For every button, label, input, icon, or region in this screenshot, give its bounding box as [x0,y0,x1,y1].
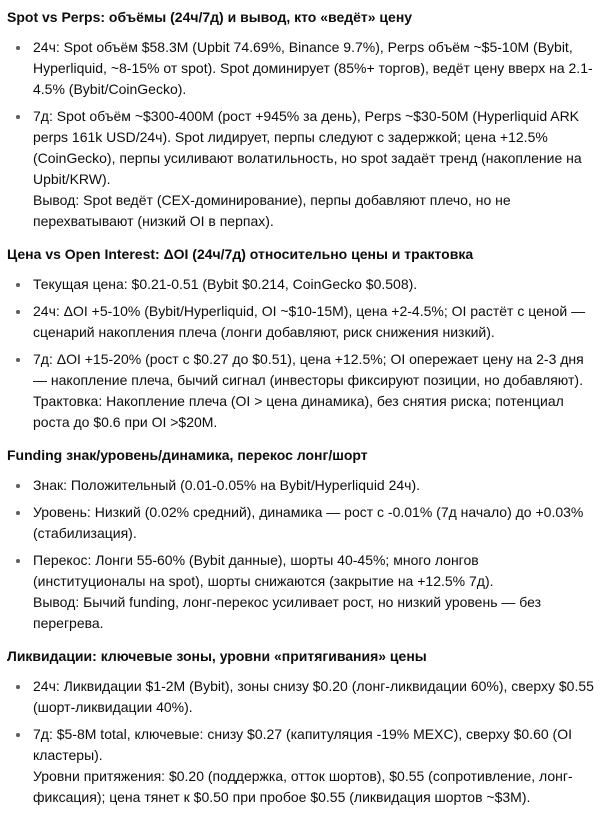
bullet-item [7,676,594,718]
section-heading: Ликвидации: ключевые зоны, уровни «притягивания» цены [7,648,427,664]
section [7,7,594,232]
bullet-text: Уровень: Низкий (0.02% средний), динамика — рост с -0.01% (7д начало) до +0.03% (стабилизация). [33,504,584,541]
bullet-item [7,37,594,100]
section-heading: Funding знак/уровень/динамика, перекос лонг/шорт [7,447,368,463]
bullet-text: Знак: Положительный (0.01-0.05% на Bybit/Hyperliquid 24ч). [33,477,421,493]
bullet-list [7,37,594,232]
bullet-item [7,475,594,496]
bullet-item [7,274,594,295]
bullet-text: Вывод: Бычий funding, лонг-перекос усиливает рост, но низкий уровень — без перегрева. [33,594,542,631]
bullet-text: 24ч: ΔOI +5-10% (Bybit/Hyperliquid, OI ~$10-15M), цена +2-4.5%; OI растёт с ценой — сценарий накопления плеча (лонги добавляют, риск снижения низкий). [33,303,586,340]
bullet-text: 7д: ΔOI +15-20% (рост с $0.27 до $0.51), цена +12.5%; OI опережает цену на 2-3 дня — накопление плеча, бычий сигнал (инвесторы фиксируют позиции, но добавляют). [33,351,584,388]
bullet-list [7,475,594,634]
bullet-item [7,502,594,544]
bullet-list [7,274,594,433]
section [7,445,594,634]
bullet-text: Вывод: Spot ведёт (CEX-доминирование), перпы добавляют плечо, но не перехватывают (низкий OI в перпах). [33,192,511,229]
bullet-item [7,550,594,634]
bullet-text: Трактовка: Накопление плеча (OI > цена динамика), без снятия риска; потенциал роста до $0.6 при OI >$20M. [33,393,564,430]
bullet-text: 24ч: Spot объём $58.3M (Upbit 74.69%, Binance 9.7%), Perps объём ~$5-10M (Bybit, Hyperliquid, ~8-15% от spot). Spot доминирует (85%+ торгов), ведёт цену вверх на 2.1-4.5% (Bybit/CoinGecko). [33,39,593,97]
section-heading: Spot vs Perps: объёмы (24ч/7д) и вывод, кто «ведёт» цену [7,9,413,25]
bullet-item [7,301,594,343]
bullet-list [7,676,594,808]
section [7,646,594,808]
bullet-text: Перекос: Лонги 55-60% (Bybit данные), шорты 40-45%; много лонгов (институционалы на spot), шорты снижаются (закрытие на +12.5% 7д). [33,552,494,589]
bullet-text: Текущая цена: $0.21-0.51 (Bybit $0.214, CoinGecko $0.508). [33,276,418,292]
bullet-item [7,106,594,232]
bullet-text: 7д: $5-8M total, ключевые: снизу $0.27 (капитуляция -19% MEXC), сверху $0.60 (OI кластеры). [33,726,572,763]
section [7,244,594,433]
bullet-text: 7д: Spot объём ~$300-400M (рост +945% за день), Perps ~$30-50M (Hyperliquid ARK perps 161k USD/24ч). Spot лидирует, перпы следуют с задержкой; цена +12.5% (CoinGecko), перпы усиливают волатильность, но spot задаёт тренд (накопление на Upbit/KRW). [33,108,582,187]
bullet-item [7,349,594,433]
section-heading: Цена vs Open Interest: ΔOI (24ч/7д) относительно цены и трактовка [7,246,474,262]
bullet-text: 24ч: Ликвидации $1-2M (Bybit), зоны снизу $0.20 (лонг-ликвидации 60%), сверху $0.55 (шорт-ликвидации 40%). [33,678,594,715]
bullet-text: Уровни притяжения: $0.20 (поддержка, отток шортов), $0.55 (сопротивление, лонг-фиксация); цена тянет к $0.50 при пробое $0.55 (ликвидация шортов ~$3M). [33,768,573,805]
bullet-item [7,724,594,808]
